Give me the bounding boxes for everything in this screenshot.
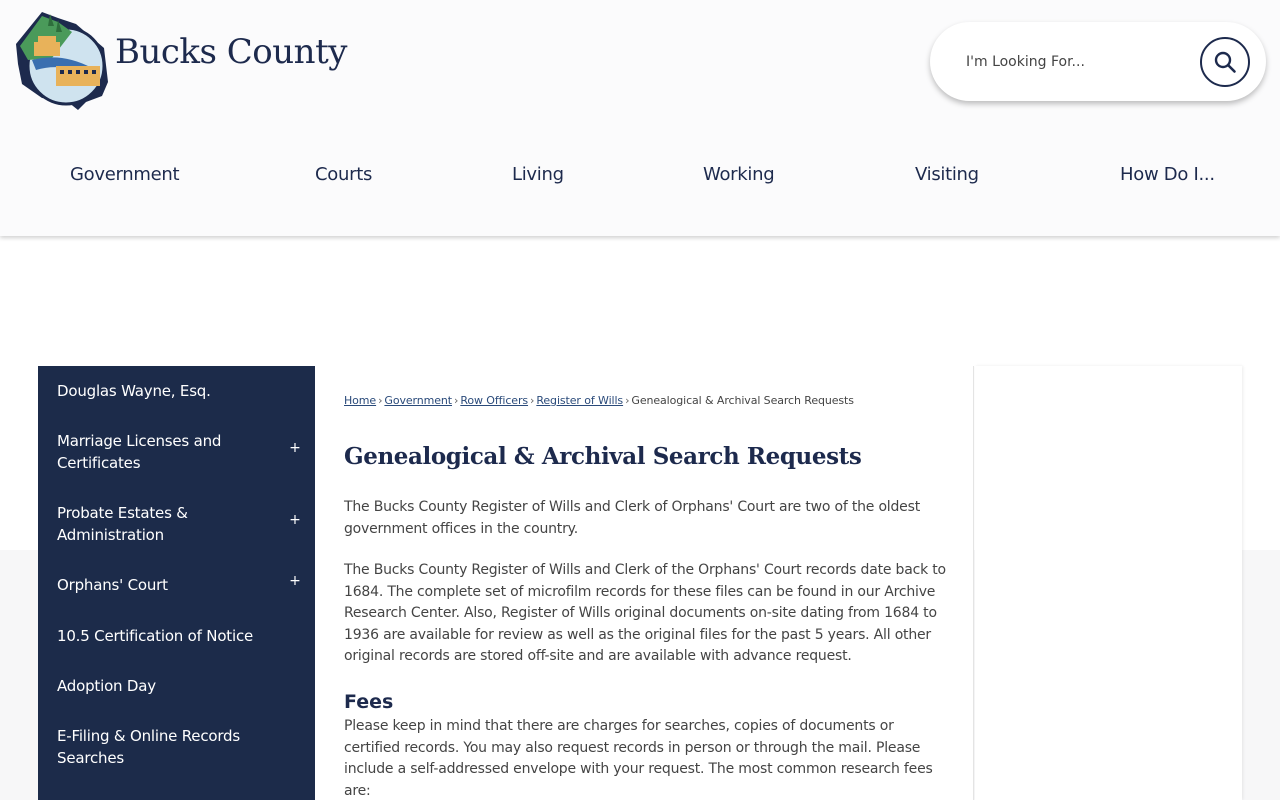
right-column [975,366,1242,800]
nav-working[interactable]: Working [703,164,775,185]
breadcrumb-government[interactable]: Government [384,394,453,407]
site-title[interactable]: Bucks County [115,32,347,72]
breadcrumb-separator: › [530,394,535,407]
intro-paragraph: The Bucks County Register of Wills and Clerk of Orphans' Court are two of the oldest government offices in the country. [344,499,920,537]
main-content [315,366,974,800]
fees-heading: Fees [344,691,394,713]
sidebar-item-douglas-wayne[interactable]: Douglas Wayne, Esq. [57,382,211,400]
sidebar-item-marriage-licenses[interactable]: Marriage Licenses and Certificates [57,432,222,472]
search-button[interactable] [1200,37,1250,87]
sidebar-item-orphans-court[interactable]: Orphans' Court [57,576,168,594]
county-logo[interactable] [12,10,116,110]
search-input[interactable] [966,48,1196,76]
sidebar-item-e-filing[interactable]: E-Filing & Online Records Searches [57,727,240,767]
breadcrumb-row-officers[interactable]: Row Officers [460,394,529,407]
fees-paragraph: Please keep in mind that there are charges for searches, copies of documents or certified records. You may also request records in person or through the mail. Please include a self-addressed envelope with your request. The most common research fees are: [344,718,933,799]
nav-living[interactable]: Living [512,164,564,185]
main-nav [0,150,1280,202]
page-title: Genealogical & Archival Search Requests [344,443,862,470]
expand-marriage-licenses-icon[interactable]: + [289,440,301,456]
breadcrumb-home[interactable]: Home [344,394,377,407]
search-box [930,22,1266,101]
breadcrumb-register-of-wills[interactable]: Register of Wills [536,394,624,407]
county-seal-icon [12,10,116,110]
breadcrumb-current: Genealogical & Archival Search Requests [631,394,854,407]
sidebar-item-adoption-day[interactable]: Adoption Day [57,677,156,695]
search-icon [1213,50,1237,74]
breadcrumb-separator: › [454,394,459,407]
nav-visiting[interactable]: Visiting [915,164,979,185]
expand-probate-estates-icon[interactable]: + [289,512,301,528]
nav-government[interactable]: Government [70,164,180,185]
nav-how-do-i[interactable]: How Do I... [1120,164,1215,185]
sidebar-item-certification-notice[interactable]: 10.5 Certification of Notice [57,627,254,645]
breadcrumb-separator: › [625,394,630,407]
breadcrumb-separator: › [378,394,383,407]
records-paragraph: The Bucks County Register of Wills and Clerk of the Orphans' Court records date back to 1684. The complete set of microfilm records for these files can be found in our Archive Research Center. Also, Register of Wills original documents on-site dating from 1684 to 1936 are available for review as well as the original files for the past 5 years. All other original records are stored off-site and are available with advance request. [344,562,946,665]
breadcrumb [344,394,854,407]
expand-orphans-court-icon[interactable]: + [289,573,301,589]
sidebar-item-probate-estates[interactable]: Probate Estates & Administration [57,504,188,544]
site-header [0,0,1280,236]
nav-courts[interactable]: Courts [315,164,373,185]
sidebar-nav [38,366,315,800]
